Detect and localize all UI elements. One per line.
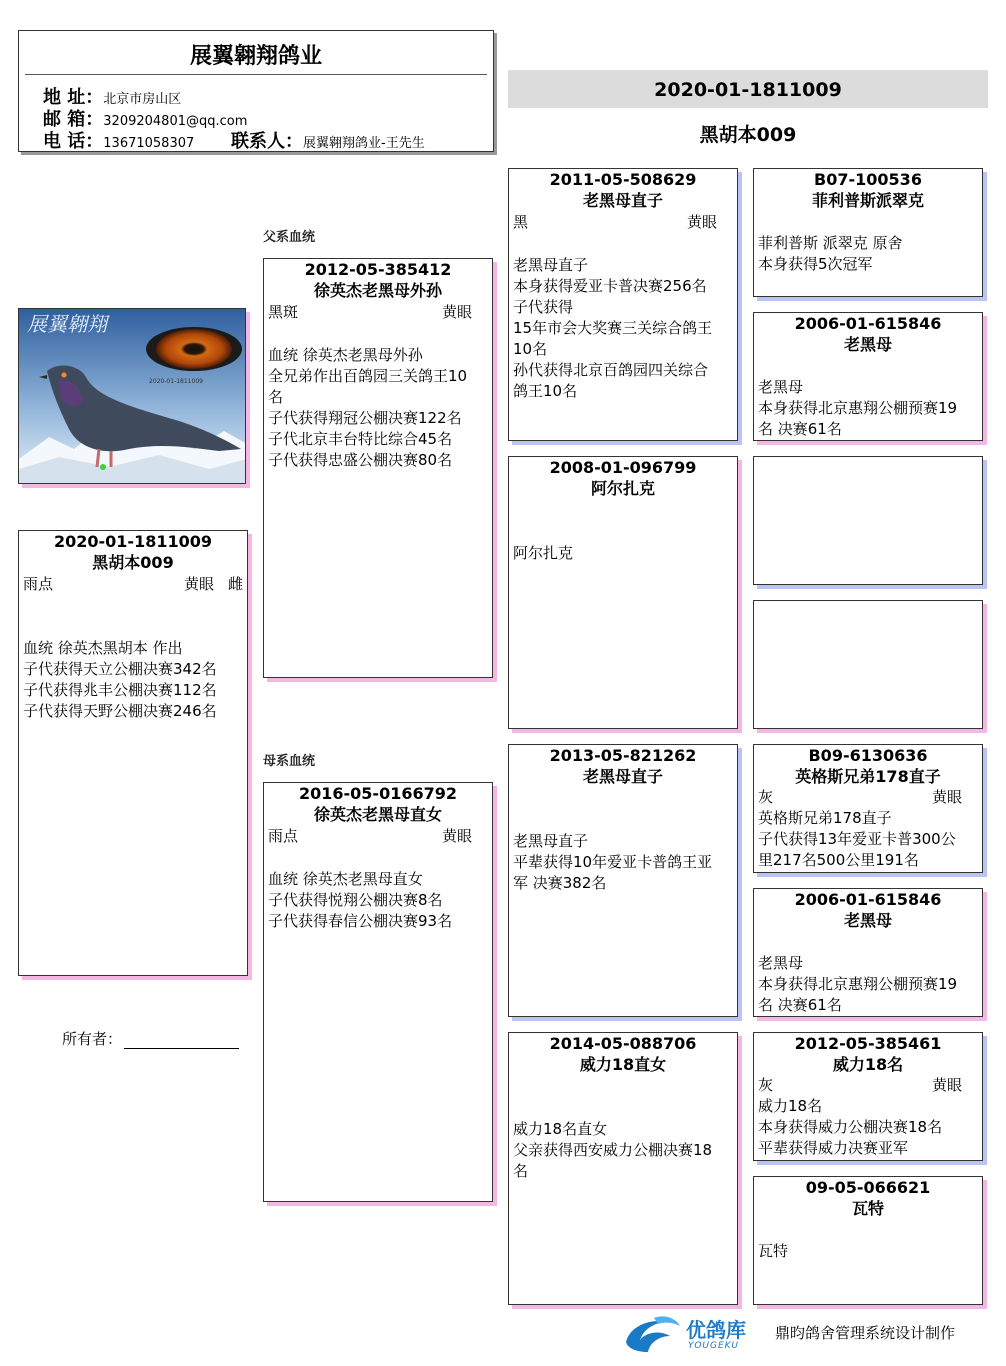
contact-value: 展翼翱翔鸽业-王先生 <box>303 136 425 151</box>
pigeon-image <box>19 309 246 484</box>
gg6-ring: 2006-01-615846 <box>794 890 942 909</box>
sire-dam-card[interactable] <box>508 456 738 729</box>
owner-blank-line <box>124 1034 239 1049</box>
yougeku-logo[interactable] <box>620 1312 770 1356</box>
dam-sire-name: 老黑母直子 <box>582 767 663 786</box>
subject-ring-bar: 2020-01-1811009 <box>508 70 988 110</box>
sire-desc: 血统 徐英杰老黑母外孙 全兄弟作出百鸽园三关鸽王10 名 子代获得翔冠公棚决赛122名 子代北京丰台特比综合45名 子代获得忠盛公棚决赛80名 <box>268 346 468 469</box>
dam-sire-ring: 2013-05-821262 <box>549 746 697 765</box>
great-grandparent-4-card[interactable] <box>753 600 983 729</box>
owner-field[interactable] <box>62 1028 239 1049</box>
footer-credit: 鼎昀鸽舍管理系统设计制作 <box>775 1324 956 1342</box>
photo-ring-text: 2020-01-1811009 <box>149 378 203 385</box>
dam-eye: 黄眼 <box>441 827 472 845</box>
subject-card-ring: 2020-01-1811009 <box>53 532 212 551</box>
gg7-color: 灰 <box>758 1076 774 1094</box>
great-grandparent-5-card[interactable] <box>753 744 983 873</box>
subject-name: 黑胡本009 <box>699 124 797 146</box>
phone-value: 13671058307 <box>103 136 195 151</box>
gg8-name: 瓦特 <box>851 1199 884 1218</box>
gg5-color: 灰 <box>758 788 774 806</box>
sire-sire-name: 老黑母直子 <box>582 191 663 210</box>
logo-cn-text: 优鸽库 <box>686 1318 746 1342</box>
address-value: 北京市房山区 <box>103 92 182 107</box>
gg2-name: 老黑母 <box>843 335 892 354</box>
sire-dam-name: 阿尔扎克 <box>590 479 655 498</box>
gg7-name: 威力18名 <box>832 1055 904 1074</box>
dam-line-label: 母系血统 <box>263 754 316 769</box>
great-grandparent-3-card[interactable] <box>753 456 983 585</box>
dam-dam-name: 威力18直女 <box>579 1055 667 1074</box>
logo-en-text: YOUGEKU <box>688 1341 740 1351</box>
subject-card-sex: 雌 <box>227 575 243 593</box>
sire-eye: 黄眼 <box>441 303 472 321</box>
photo-brand-text: 展翼翱翔 <box>27 312 107 336</box>
sire-sire-ring: 2011-05-508629 <box>549 170 697 189</box>
sire-dam-desc: 阿尔扎克 <box>513 544 574 562</box>
gg8-desc: 瓦特 <box>758 1242 789 1260</box>
dam-color: 雨点 <box>268 827 299 845</box>
dam-sire-card[interactable] <box>508 744 738 1017</box>
dam-ring: 2016-05-0166792 <box>298 784 457 803</box>
owner-label: 所有者： <box>62 1030 123 1048</box>
sire-name: 徐英杰老黑母外孙 <box>313 281 442 300</box>
dam-desc: 血统 徐英杰老黑母直女 子代获得悦翔公棚决赛8名 子代获得春信公棚决赛93名 <box>268 870 453 930</box>
gg1-desc: 菲利普斯 派翠克 原舍 本身获得5次冠军 <box>758 234 903 273</box>
sire-sire-desc: 老黑母直子 本身获得爱亚卡普决赛256名 子代获得 15年市会大奖赛三关综合鸽王 10名 孙代获得北京百鸽园四关综合 鸽王10名 <box>513 256 713 400</box>
address-label: 地 址： <box>43 87 104 108</box>
subject-card-name: 黑胡本009 <box>92 553 174 572</box>
gg8-ring: 09-05-066621 <box>805 1178 931 1197</box>
great-grandparent-8-card[interactable] <box>753 1176 983 1305</box>
phone-label: 电 话： <box>43 131 104 152</box>
dam-card[interactable] <box>263 782 493 1202</box>
contact-label: 联系人： <box>231 131 303 152</box>
gg5-name: 英格斯兄弟178直子 <box>795 767 941 786</box>
sire-sire-eye: 黄眼 <box>686 213 717 231</box>
great-grandparent-6-card[interactable] <box>753 888 983 1017</box>
swirl-logo-icon <box>620 1312 684 1356</box>
gg2-desc: 老黑母 本身获得北京惠翔公棚预赛19 名 决赛61名 <box>758 378 958 438</box>
sire-sire-color: 黑 <box>513 213 529 231</box>
dam-dam-desc: 威力18名直女 父亲获得西安威力公棚决赛18 名 <box>513 1120 713 1180</box>
loft-title: 展翼翱翔鸽业 <box>189 44 322 69</box>
gg5-ring: B09-6130636 <box>808 746 928 765</box>
phone-row <box>43 127 194 153</box>
pigeon-photo <box>18 308 246 484</box>
sire-dam-ring: 2008-01-096799 <box>549 458 697 477</box>
dam-sire-desc: 老黑母直子 平辈获得10年爱亚卡普鸽王亚 军 决赛382名 <box>513 832 713 892</box>
subject-card-color: 雨点 <box>23 575 54 593</box>
gg2-ring: 2006-01-615846 <box>794 314 942 333</box>
sire-card[interactable] <box>263 258 493 678</box>
gg5-desc: 英格斯兄弟178直子 子代获得13年爱亚卡普300公 里217名500公里191名 <box>758 809 956 869</box>
sire-ring: 2012-05-385412 <box>304 260 452 279</box>
email-label: 邮 箱： <box>43 109 104 130</box>
sire-sire-card[interactable] <box>508 168 738 441</box>
sire-color: 黑斑 <box>268 303 299 321</box>
dam-dam-ring: 2014-05-088706 <box>549 1034 697 1053</box>
gg5-eye: 黄眼 <box>931 788 962 806</box>
gg6-desc: 老黑母 本身获得北京惠翔公棚预赛19 名 决赛61名 <box>758 954 958 1014</box>
gg7-desc: 威力18名 本身获得威力公棚决赛18名 平辈获得威力决赛亚军 <box>758 1097 943 1157</box>
contact-row <box>231 127 425 153</box>
subject-card-desc: 血统 徐英杰黑胡本 作出 子代获得天立公棚决赛342名 子代获得兆丰公棚决赛112名 子代获得天野公棚决赛246名 <box>23 639 217 720</box>
breeder-info-box <box>18 30 494 152</box>
header-divider <box>25 74 487 75</box>
subject-card-eye: 黄眼 <box>183 575 214 593</box>
gg6-name: 老黑母 <box>843 911 892 930</box>
great-grandparent-1-card[interactable] <box>753 168 983 297</box>
gg1-name: 菲利普斯派翠克 <box>811 191 924 210</box>
subject-card[interactable] <box>18 530 248 976</box>
great-grandparent-7-card[interactable] <box>753 1032 983 1161</box>
gg7-ring: 2012-05-385461 <box>794 1034 942 1053</box>
gg1-ring: B07-100536 <box>814 170 922 189</box>
dam-dam-card[interactable] <box>508 1032 738 1305</box>
sire-line-label: 父系血统 <box>263 230 316 245</box>
dam-name: 徐英杰老黑母直女 <box>313 805 442 824</box>
gg7-eye: 黄眼 <box>931 1076 962 1094</box>
great-grandparent-2-card[interactable] <box>753 312 983 441</box>
email-value: 3209204801@qq.com <box>103 114 248 129</box>
subject-card-attrs <box>23 573 243 595</box>
